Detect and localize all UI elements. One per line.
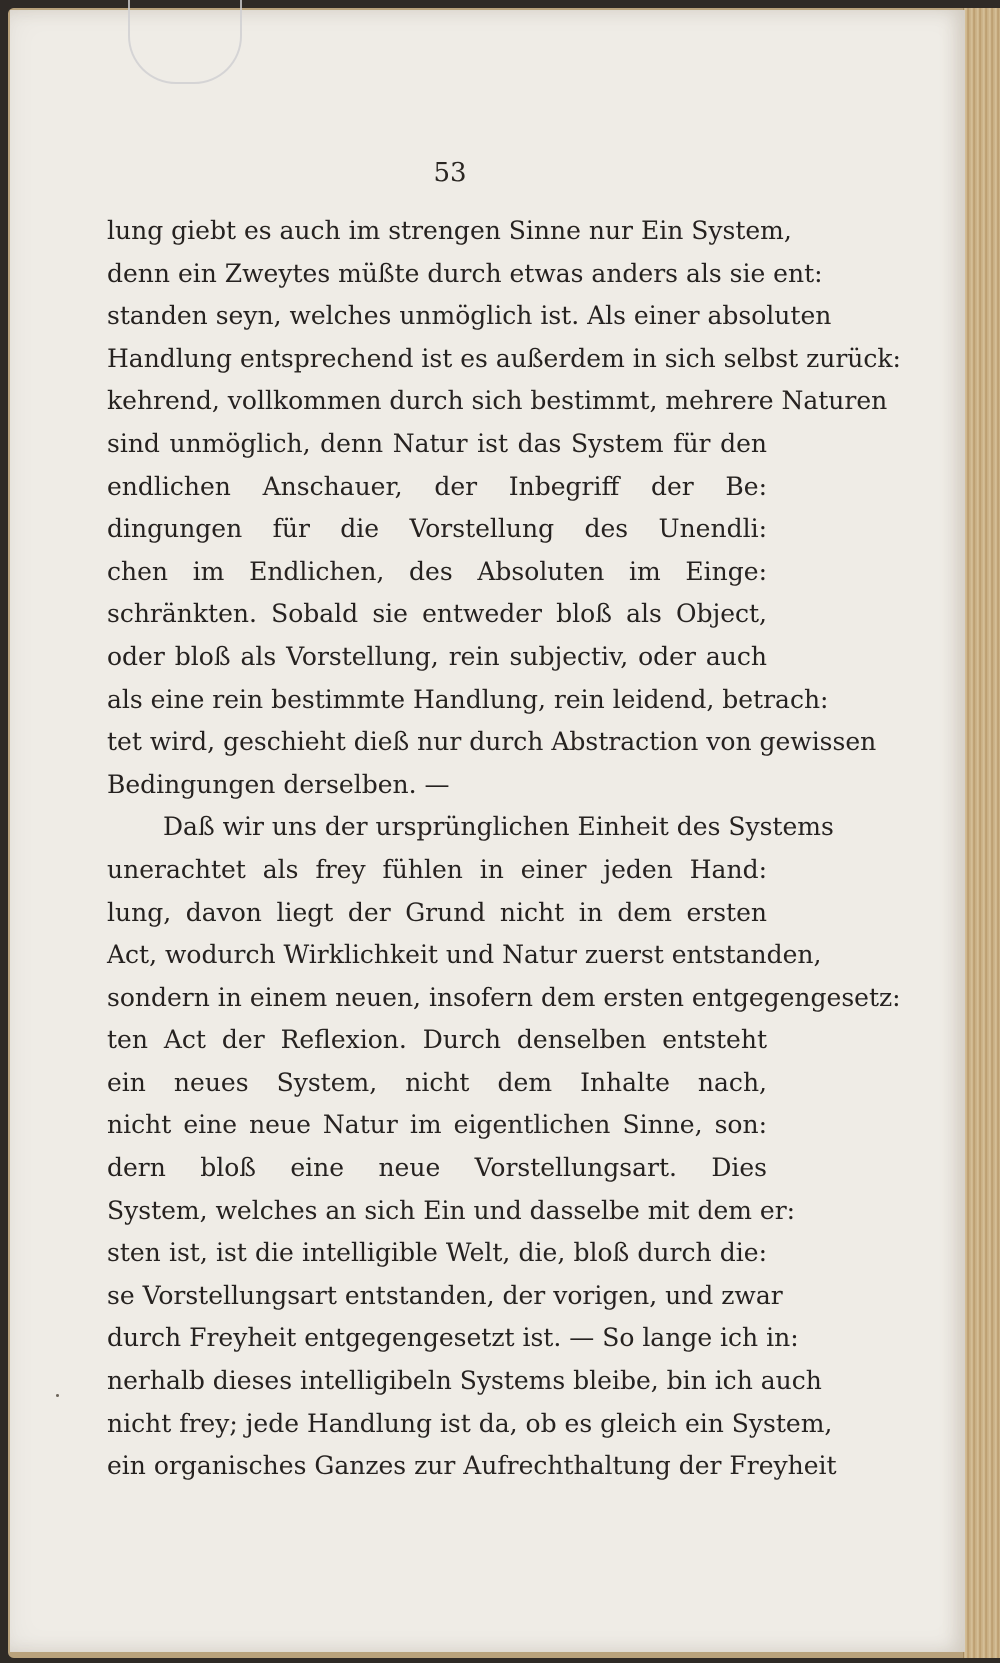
text-line: Daß wir uns der ursprünglichen Einheit des Systems	[163, 812, 834, 842]
text-line: ein neues System, nicht dem Inhalte nach,	[107, 1067, 767, 1097]
text-line: ein organisches Ganzes zur Aufrechthaltung der Freyheit	[107, 1451, 837, 1481]
text-line: sind unmöglich, denn Natur ist das System für den	[107, 428, 767, 458]
page-edge	[963, 8, 1000, 1658]
text-line: sten ist, ist die intelligible Welt, die, bloß durch die:	[107, 1238, 767, 1268]
text-line: denn ein Zweytes müßte durch etwas anders als sie ent:	[107, 258, 823, 288]
text-line: oder bloß als Vorstellung, rein subjectiv, oder auch	[107, 641, 767, 671]
paper-clip	[128, 0, 242, 84]
text-line: chen im Endlichen, des Absoluten im Einge:	[107, 556, 767, 586]
text-line: schränkten. Sobald sie entweder bloß als Object,	[107, 599, 767, 629]
ink-spot	[56, 1394, 59, 1397]
text-line: als eine rein bestimmte Handlung, rein leidend, betrach:	[107, 684, 829, 714]
text-line: Bedingungen derselben. —	[107, 769, 450, 799]
text-line: unerachtet als frey fühlen in einer jeden Hand:	[107, 854, 767, 884]
text-line: dingungen für die Vorstellung des Unendli:	[107, 514, 767, 544]
text-line: nerhalb dieses intelligibeln Systems bleibe, bin ich auch	[107, 1366, 822, 1396]
text-line: standen seyn, welches unmöglich ist. Als einer absoluten	[107, 301, 832, 331]
text-line: lung, davon liegt der Grund nicht in dem ersten	[107, 897, 767, 927]
text-line: ten Act der Reflexion. Durch denselben entsteht	[107, 1025, 767, 1055]
text-line: lung giebt es auch im strengen Sinne nur Ein System,	[107, 216, 792, 245]
text-line: durch Freyheit entgegengesetzt ist. — So lange ich in:	[107, 1323, 799, 1353]
text-line: nicht eine neue Natur im eigentlichen Sinne, son:	[107, 1110, 767, 1140]
book-page	[10, 10, 965, 1652]
text-line: nicht frey; jede Handlung ist da, ob es gleich ein System,	[107, 1408, 833, 1438]
text-line: sondern in einem neuen, insofern dem ersten entgegengesetz:	[107, 982, 901, 1012]
text-line: endlichen Anschauer, der Inbegriff der Be:	[107, 471, 767, 501]
text-line: se Vorstellungsart entstanden, der vorigen, und zwar	[107, 1280, 783, 1310]
text-line: Handlung entsprechend ist es außerdem in sich selbst zurück:	[107, 343, 901, 373]
text-line: kehrend, vollkommen durch sich bestimmt, mehrere Naturen	[107, 386, 888, 416]
text-line: tet wird, geschieht dieß nur durch Abstraction von gewissen	[107, 727, 877, 757]
text-line: dern bloß eine neue Vorstellungsart. Dies	[107, 1153, 767, 1183]
text-line: Act, wodurch Wirklichkeit und Natur zuerst entstanden,	[107, 940, 822, 970]
page-number: 53	[433, 158, 467, 188]
text-block	[107, 210, 901, 1488]
text-line: System, welches an sich Ein und dasselbe mit dem er:	[107, 1195, 796, 1225]
